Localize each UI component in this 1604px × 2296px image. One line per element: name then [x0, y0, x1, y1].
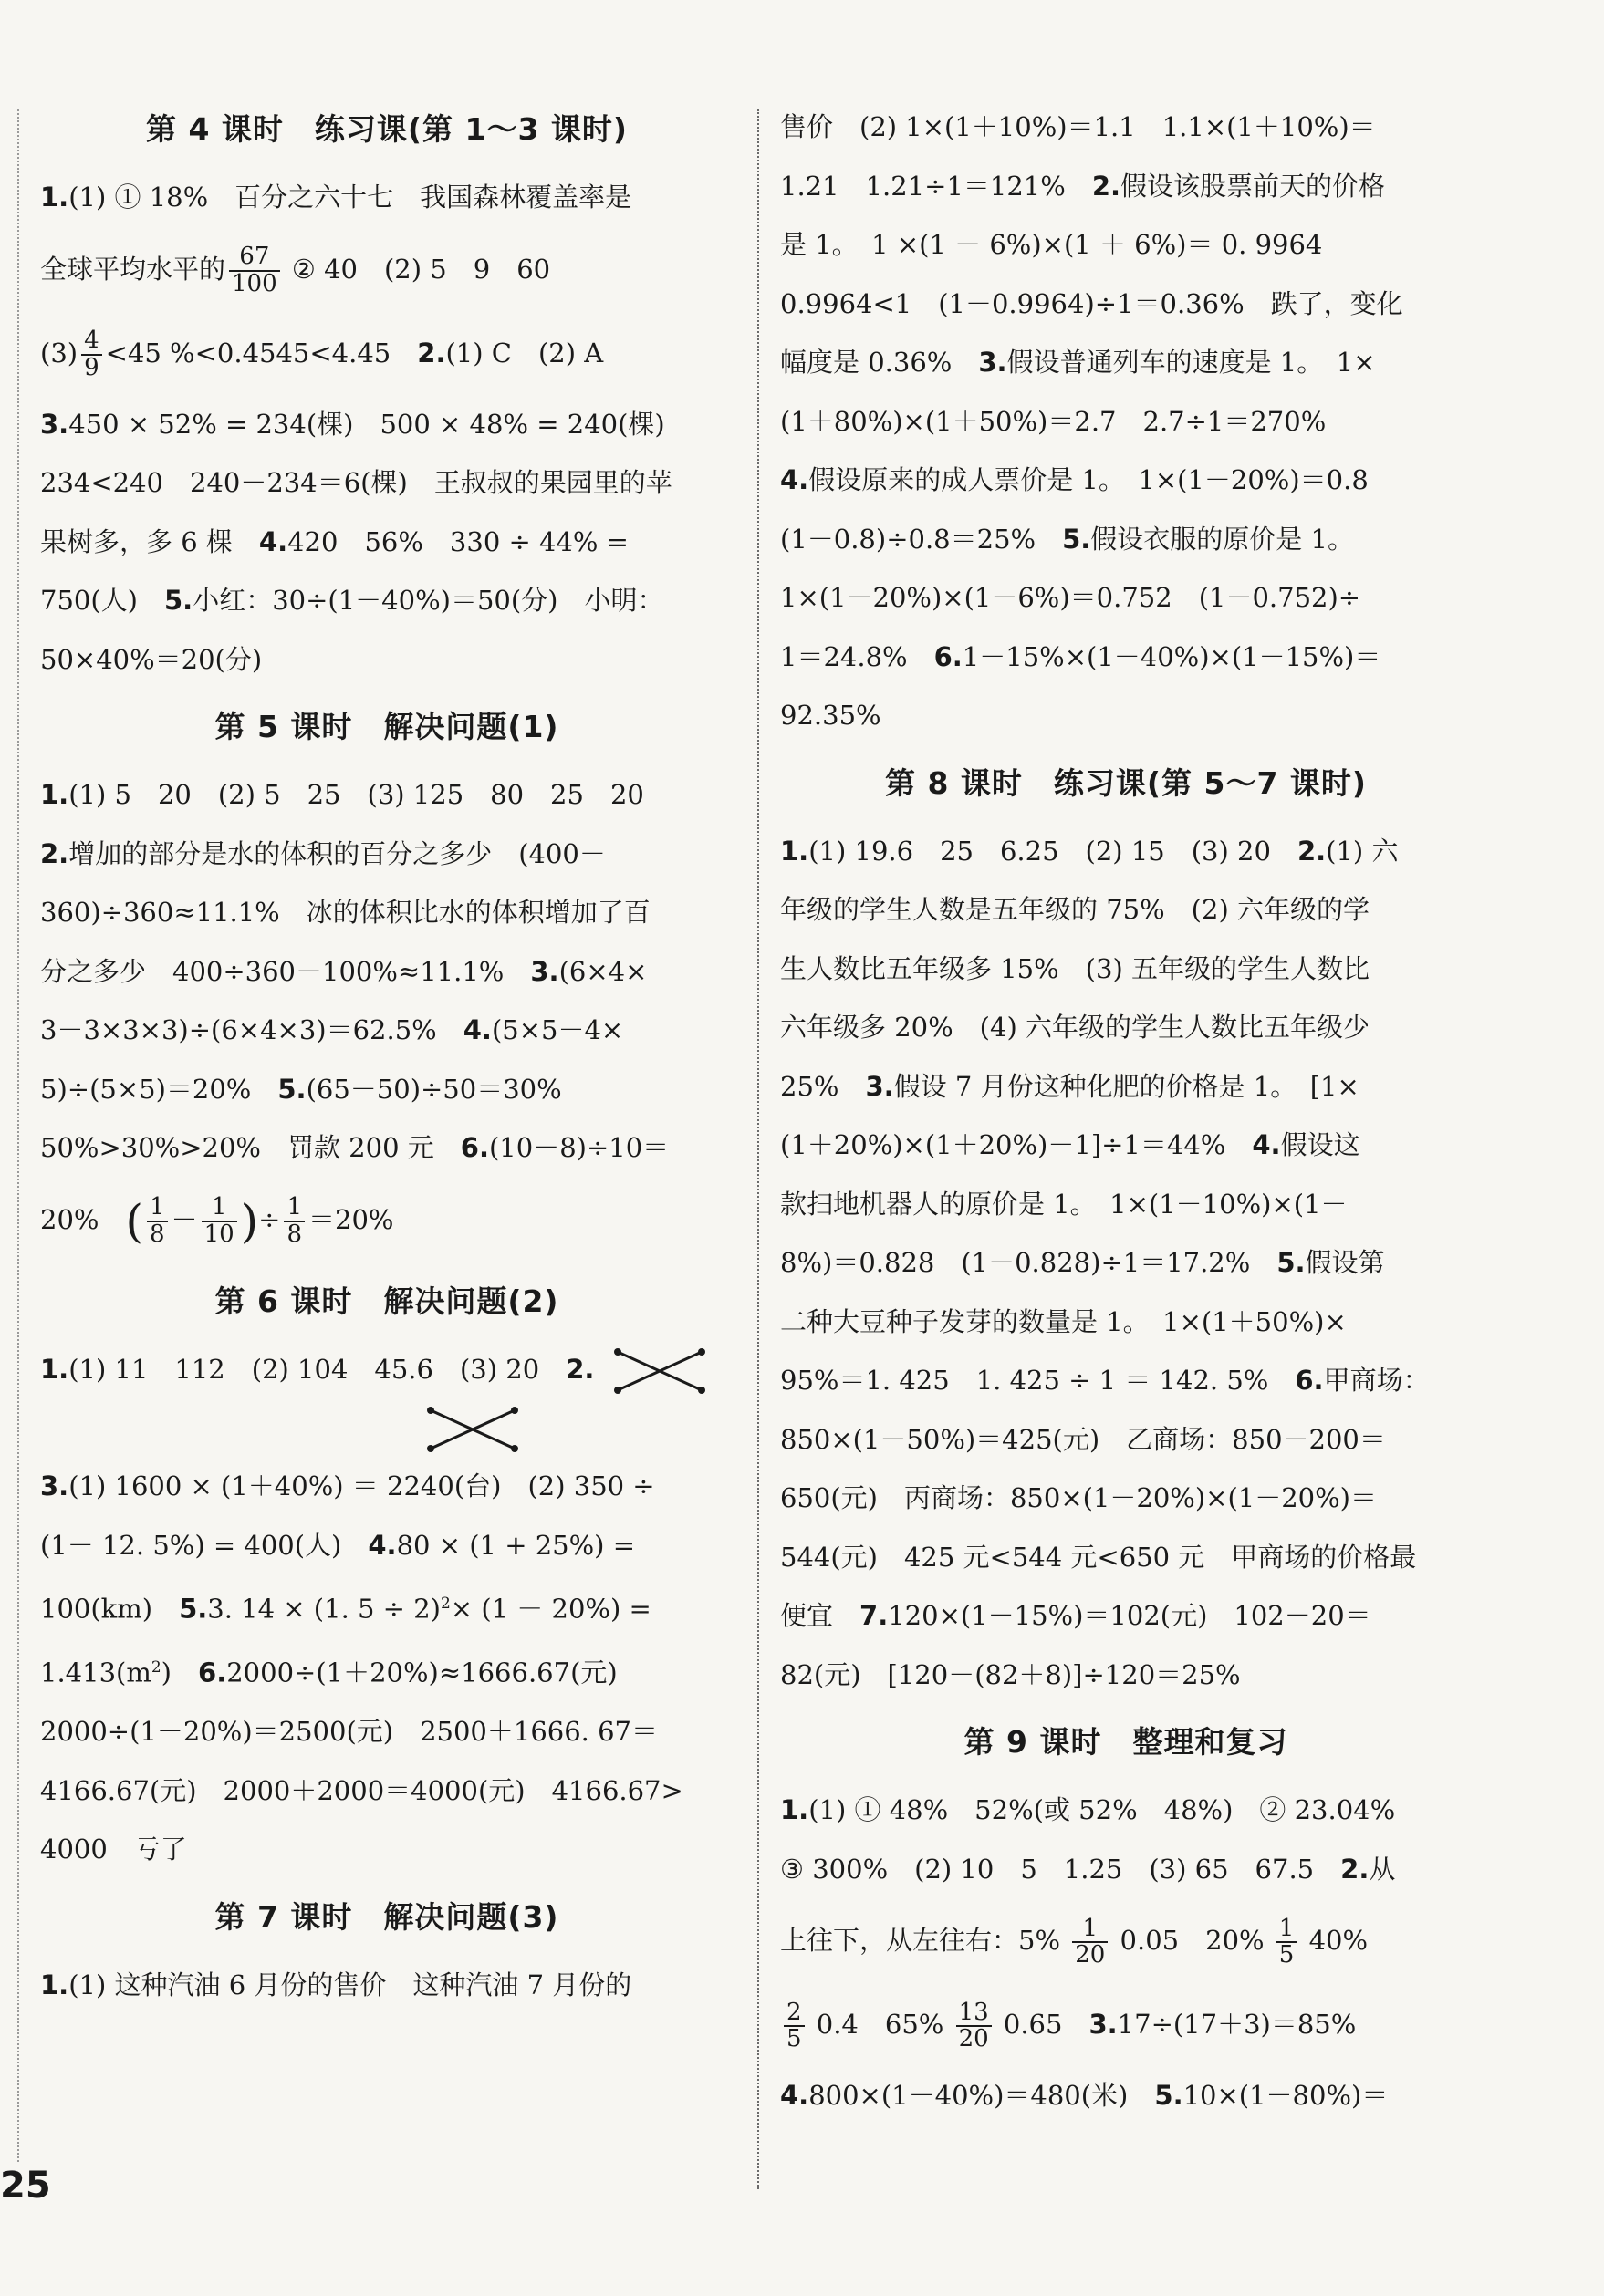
s9-line: ③ 300% (2) 10 5 1.25 (3) 65 67.5 2.从 [780, 1853, 1396, 1885]
section-title-9: 第 9 课时 整理和复习 [963, 1724, 1288, 1760]
r-line: 1＝24.8% 6.1－15%×(1－40%)×(1－15%)＝ [780, 640, 1381, 672]
s8-line: 25% 3.假设 7 月份这种化肥的价格是 1。 [1× [780, 1070, 1359, 1102]
s8-line: 82(元) [120－(82＋8)]÷120＝25% [780, 1658, 1241, 1690]
matching-lines-icon [610, 1345, 711, 1397]
s6-line: 100(km) 5.3. 14 × (1. 5 ÷ 2)$^2$× (1 － 20%) = [40, 1593, 651, 1625]
column-divider [757, 109, 759, 2189]
page-number: 25 [0, 2165, 51, 2207]
s8-line: 1.(1) 19.6 25 6.25 (2) 15 (3) 20 2.(1) 六 [780, 835, 1399, 867]
s4-line: 750(人) 5.小红：30÷(1－40%)＝50(分) 小明： [40, 585, 664, 616]
s8-line: 二种大豆种子发芽的数量是 1。 1×(1＋50%)× [780, 1305, 1347, 1337]
s9-line: 上往下，从左往右：5% $\frac{1}{20}$ 0.05 20% $\frac{1}{5}$ 40% [780, 1914, 1369, 1969]
s8-line: 六年级多 20% (4) 六年级的学生人数比五年级少 [780, 1012, 1370, 1043]
fraction: $\frac{1}{8}$ [147, 1195, 168, 1247]
left-margin-line [17, 109, 19, 2162]
s8-line: 650(元) 丙商场：850×(1－20%)×(1－20%)＝ [780, 1482, 1378, 1513]
s8-line: 544(元) 425 元<544 元<650 元 甲商场的价格最 [780, 1541, 1417, 1573]
r-line: 1.21 1.21÷1＝121% 2.假设该股票前天的价格 [780, 170, 1386, 202]
r-line: 幅度是 0.36% 3.假设普通列车的速度是 1。 1× [780, 347, 1376, 378]
r-line: 0.9964<1 (1－0.9964)÷1＝0.36% 跌了，变化 [780, 287, 1403, 319]
s5-line: 3－3×3×3)÷(6×4×3)＝62.5% 4.(5×5－4× [40, 1014, 624, 1045]
r-line: 是 1。 1 ×(1 － 6%)×(1 ＋ 6%)＝ 0. 9964 [780, 229, 1323, 260]
matching-row [40, 1398, 734, 1457]
s5-line: 20% ( $\frac{1}{8}$ － $\frac{1}{10}$ )÷ $\frac{1}{8}$ ＝20% [40, 1193, 394, 1248]
r-line: 4.假设原来的成人票价是 1。 1×(1－20%)＝0.8 [780, 464, 1369, 495]
fraction: $\frac{13}{20}$ [956, 2000, 992, 2052]
s5-line: 5)÷(5×5)＝20% 5.(65－50)÷50＝30% [40, 1073, 562, 1105]
s6-line: 2000÷(1－20%)＝2500(元) 2500＋1666. 67＝ [40, 1716, 659, 1748]
s4-line: 3.450 × 52% = 234(棵) 500 × 48% = 240(棵) [40, 408, 665, 440]
r-line: 92.35% [780, 700, 881, 731]
s5-line: 50%>30%>20% 罚款 200 元 6.(10－8)÷10＝ [40, 1132, 670, 1163]
section-title-8: 第 8 课时 练习课(第 5～7 课时) [884, 764, 1367, 801]
s4-line: 1.(1) ① 18% 百分之六十七 我国森林覆盖率是 [40, 182, 632, 213]
s6-line: 4000 亏了 [40, 1834, 187, 1865]
section-title-5: 第 5 课时 解决问题(1) [214, 709, 559, 744]
s4-line: 全球平均水平的 $\frac{67}{100}$ ② 40 (2) 5 9 60 [40, 243, 551, 297]
s6-line: (1－ 12. 5%) = 400(人) 4.80 × (1 + 25%) = [40, 1529, 636, 1561]
s5-line: 2.增加的部分是水的体积的百分之多少 (400－ [40, 837, 606, 869]
s5-line: 分之多少 400÷360－100%≈11.1% 3.(6×4× [40, 955, 648, 987]
s7-line: 1.(1) 这种汽油 6 月份的售价 这种汽油 7 月份的 [40, 1969, 632, 2000]
r-line: 售价 (2) 1×(1＋10%)＝1.1 1.1×(1＋10%)＝ [780, 111, 1376, 142]
s9-line: $\frac{2}{5}$ 0.4 65% $\frac{13}{20}$ 0.65 3.17÷(17＋3)＝85% [780, 1982, 1472, 2066]
s6-line: 4166.67(元) 2000＋2000＝4000(元) 4166.67> [40, 1774, 683, 1806]
left-column [40, 91, 734, 2014]
s8-line: 款扫地机器人的原价是 1。 1×(1－10%)×(1－ [780, 1188, 1348, 1220]
fraction: $\frac{2}{5}$ [784, 2000, 805, 2052]
s9-line: 1.(1) ① 48% 52%(或 52% 48%) ② 23.04% [780, 1794, 1396, 1825]
section-title-7: 第 7 课时 解决问题(3) [214, 1898, 559, 1935]
fraction: $\frac{67}{100}$ [229, 244, 280, 296]
s8-line: 8%)＝0.828 (1－0.828)÷1＝17.2% 5.假设第 [780, 1247, 1385, 1278]
s9-line: 4.800×(1－40%)＝480(米) 5.10×(1－80%)＝ [780, 2080, 1389, 2111]
fraction: $\frac{1}{5}$ [1276, 1917, 1297, 1969]
s8-line: 生人数比五年级多 15% (3) 五年级的学生人数比 [780, 952, 1370, 984]
section-title-6: 第 6 课时 解决问题(2) [214, 1283, 559, 1319]
section-title-4: 第 4 课时 练习课(第 1～3 课时) [145, 111, 628, 147]
s5-line: 360)÷360≈11.1% 冰的体积比水的体积增加了百 [40, 897, 651, 928]
s8-line: 850×(1－50%)＝425(元) 乙商场：850－200＝ [780, 1423, 1386, 1455]
s4-line: (3) $\frac{4}{9}$ <45 %<0.4545<4.45 2.(1) C (2) A [40, 327, 604, 381]
s8-line: (1＋20%)×(1＋20%)－1]÷1＝44% 4.假设这 [780, 1129, 1360, 1160]
s8-line: 年级的学生人数是五年级的 75% (2) 六年级的学 [780, 894, 1370, 925]
s6-line: $1.413(m^2)$ 6.2000÷(1＋20%)≈1666.67(元) [40, 1657, 618, 1688]
fraction: $\frac{1}{10}$ [202, 1195, 237, 1247]
right-column [780, 98, 1472, 2125]
s6-line: 3.(1) 1600 × (1＋40%) ＝ 2240(台) (2) 350 ÷ [40, 1470, 655, 1501]
fraction: $\frac{1}{20}$ [1072, 1917, 1108, 1969]
s4-line: 234<240 240－234＝6(棵) 王叔叔的果园里的苹 [40, 467, 672, 498]
fraction: $\frac{4}{9}$ [81, 328, 102, 380]
s8-line: 95%＝1. 425 1. 425 ÷ 1 ＝ 142. 5% 6.甲商场： [780, 1365, 1430, 1396]
r-line: 1×(1－20%)×(1－6%)＝0.752 (1－0.752)÷ [780, 582, 1361, 613]
r-line: (1－0.8)÷0.8＝25% 5.假设衣服的原价是 1。 [780, 523, 1354, 555]
fraction: $\frac{1}{8}$ [284, 1195, 305, 1247]
s4-line: 50×40%＝20(分) [40, 643, 263, 675]
s5-line: 1.(1) 5 20 (2) 5 25 (3) 125 80 25 20 [40, 779, 644, 810]
s6-line: 1.(1) 11 112 (2) 104 45.6 (3) 20 2. [40, 1340, 734, 1399]
s4-line: 果树多，多 6 棵 4.420 56% 330 ÷ 44% = [40, 525, 629, 557]
matching-lines-icon [423, 1403, 524, 1456]
r-line: (1＋80%)×(1＋50%)＝2.7 2.7÷1＝270% [780, 405, 1327, 437]
s8-line: 便宜 7.120×(1－15%)＝102(元) 102－20＝ [780, 1600, 1371, 1631]
